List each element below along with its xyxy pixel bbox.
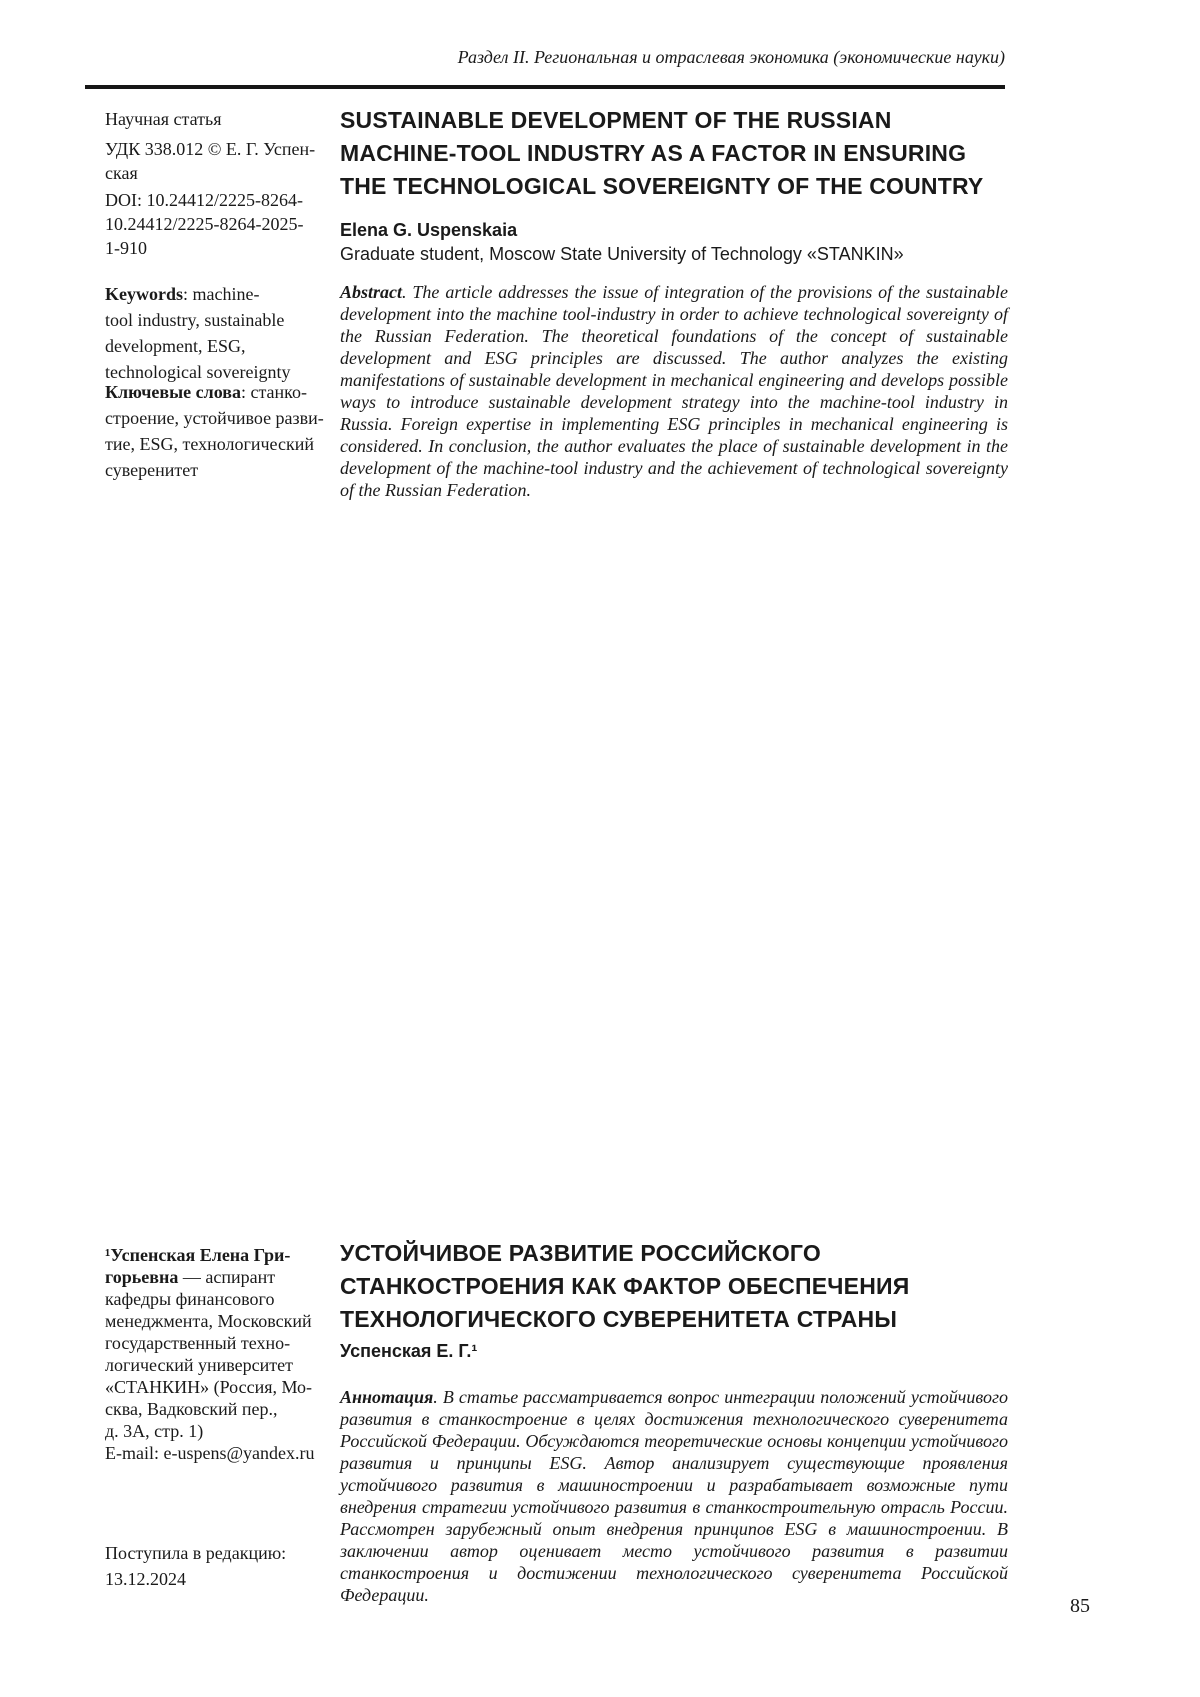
keywords-ru-text: : станко- строение, устойчивое разви- тие, ESG, технологический суверенитет (105, 382, 324, 480)
keywords-en-label: Keywords (105, 284, 183, 304)
article-title-en: SUSTAINABLE DEVELOPMENT OF THE RUSSIAN MACHINE-TOOL INDUSTRY AS A FACTOR IN ENSURING THE TECHNOLOGICAL SOVEREIGNTY OF THE COUNTRY (340, 107, 984, 199)
annotation-text: . В статье рассматривается вопрос интеграции положений устойчивого развития в станкостроение в целях достижения технологического суверенитета Российской Федерации. Обсуждаются теоретические основы концепции устойчивого развития и принципы ESG. Автор анализирует существующие проявления устойчивого развития в машиностроении и разрабатывает возможные пути внедрения стратегии устойчивого развития в станкостроительную отрасль России. Рассмотрен зарубежный опыт внедрения принципов ESG в машиностроении. В заключении автор оценивает место устойчивого развития в развитии станкостроения и достижении технологического суверенитета Российской Федерации. (340, 1387, 1008, 1605)
keywords-ru (105, 379, 333, 483)
received-date: Поступила в редакцию: 13.12.2024 (105, 1543, 287, 1589)
abstract-text: . The article addresses the issue of integration of the provisions of the sustainable development into the machine tool-industry in order to achieve technological sovereignty of the Russian Federation. The theoretical foundations of the concept of sustainable development and ESG principles are discussed. The author analyzes the existing manifestations of sustainable development in mechanical engineering and develops possible ways to introduce sustainable development strategy into the machine-tool industry in Russia. Foreign expertise in implementing ESG principles in mechanical engineering is considered. In conclusion, the author evaluates the place of sustainable development in the development of the machine-tool industry and the achievement of technological sovereignty of the Russian Federation. (340, 282, 1008, 500)
annotation-label: Аннотация (340, 1387, 434, 1407)
keywords-ru-label: Ключевые слова (105, 382, 241, 402)
header-rule (85, 85, 1005, 89)
article-type-label: Научная статья (105, 109, 222, 129)
keywords-en (105, 281, 333, 385)
running-header: Раздел II. Региональная и отраслевая экономика (экономические науки) (457, 47, 1005, 67)
abstract-label: Abstract (340, 282, 403, 302)
author-footnote (105, 1244, 333, 1464)
footnote-author-name: ¹Успенская Елена Гри- горьевна (105, 1245, 291, 1287)
abstract-ru (340, 1386, 1008, 1606)
abstract-en (340, 281, 1008, 501)
doi: DOI: 10.24412/2225-8264- 10.24412/2225-8264-2025- 1-910 (105, 190, 304, 258)
udc-copyright: УДК 338.012 © Е. Г. Успен- ская (105, 139, 316, 183)
footnote-author-details: — аспирант кафедры финансового менеджмента, Московский государственный техно- логический университет «СТАНКИН» (Россия, Мо- сква, Вадковский пер., д. 3А, стр. 1) E-mail: e-uspens@yandex.ru (105, 1267, 315, 1463)
page-number: 85 (1070, 1595, 1090, 1617)
keywords-en-text: : machine- tool industry, sustainable development, ESG, technological sovereignty (105, 284, 291, 382)
author-name-ru: Успенская Е. Г.¹ (340, 1341, 478, 1361)
author-affiliation-en: Graduate student, Moscow State University of Technology «STANKIN» (340, 244, 904, 264)
author-name-en: Elena G. Uspenskaia (340, 220, 518, 240)
article-title-ru: УСТОЙЧИВОЕ РАЗВИТИЕ РОССИЙСКОГО СТАНКОСТРОЕНИЯ КАК ФАКТОР ОБЕСПЕЧЕНИЯ ТЕХНОЛОГИЧЕСКОГО СУВЕРЕНИТЕТА СТРАНЫ (340, 1240, 910, 1332)
